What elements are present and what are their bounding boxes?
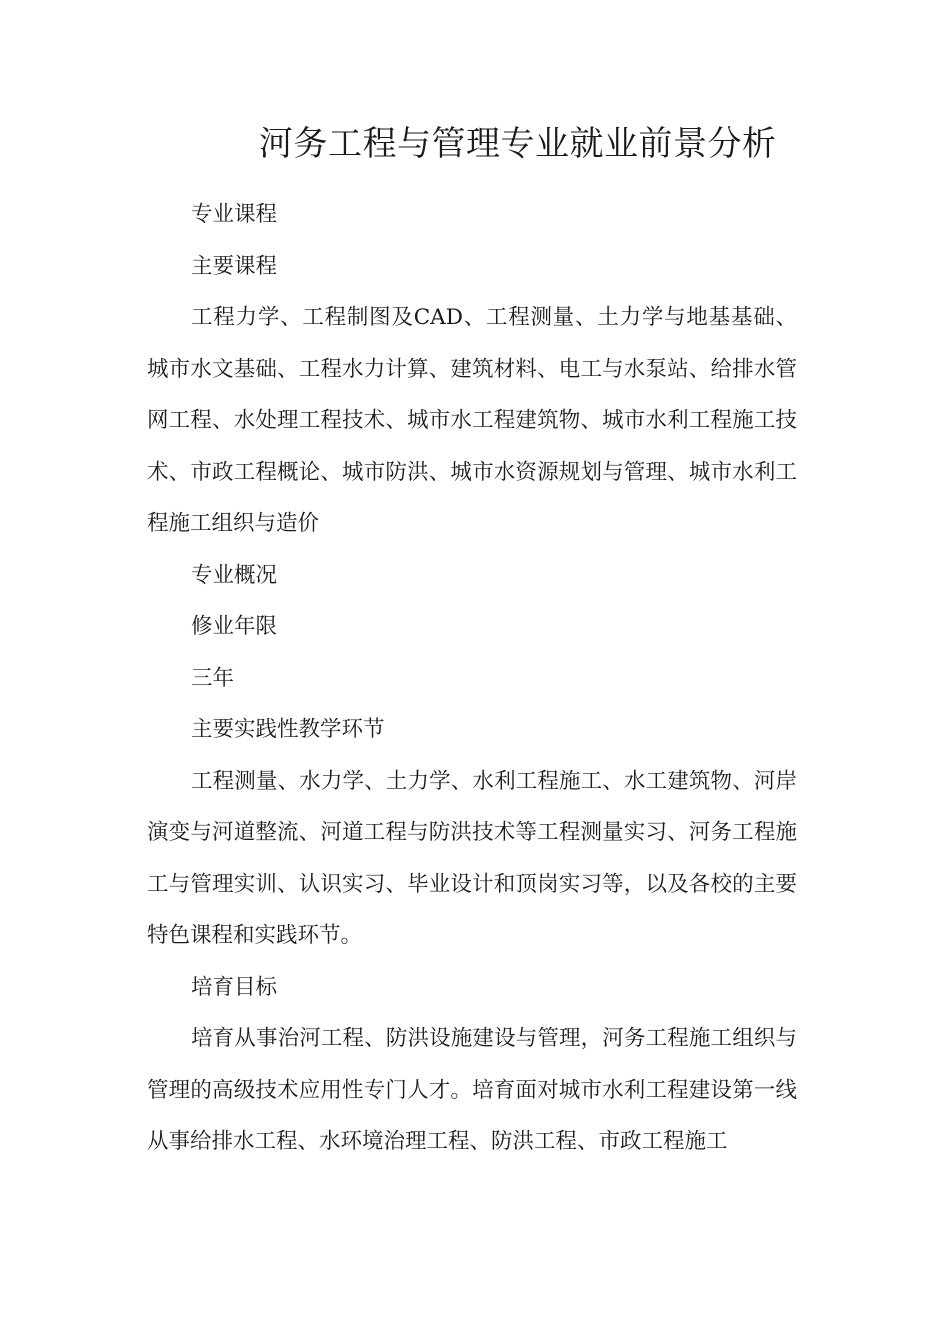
text-study-duration: 三年 — [191, 665, 235, 691]
document-title: 河务工程与管理专业就业前景分析 — [259, 124, 777, 164]
heading-overview: 专业概况 — [191, 562, 278, 588]
heading-study-duration: 修业年限 — [191, 614, 278, 639]
paragraph-practice-list: 工程测量、水力学、土力学、水利工程施工、水工建筑物、河岸演变与河道整流、河道工程与防洪技术等工程测量实习、河务工程施工与管理实训、认识实习、毕业设计和顶岗实习等，以及各校的主要特色课程和实践环节。 — [147, 768, 797, 948]
heading-practice-links: 主要实践性教学环节 — [191, 717, 385, 742]
heading-training-goals: 培育目标 — [191, 974, 278, 1000]
paragraph-course-list: 工程力学、工程制图及CAD、工程测量、土力学与地基基础、城市水文基础、工程水力计算、建筑材料、电工与水泵站、给排水管网工程、水处理工程技术、城市水工程建筑物、城市水利工程施工技术、市政工程概论、城市防洪、城市水资源规划与管理、城市水利工程施工组织与造价 — [147, 305, 797, 536]
heading-professional-courses: 专业课程 — [191, 202, 278, 227]
document-body — [147, 189, 797, 1168]
paragraph-training-goals: 培育从事治河工程、防洪设施建设与管理，河务工程施工组织与管理的高级技术应用性专门人才。培育面对城市水利工程建设第一线从事给排水工程、水环境治理工程、防洪工程、市政工程施工 — [147, 1026, 797, 1154]
heading-main-courses: 主要课程 — [191, 253, 278, 279]
